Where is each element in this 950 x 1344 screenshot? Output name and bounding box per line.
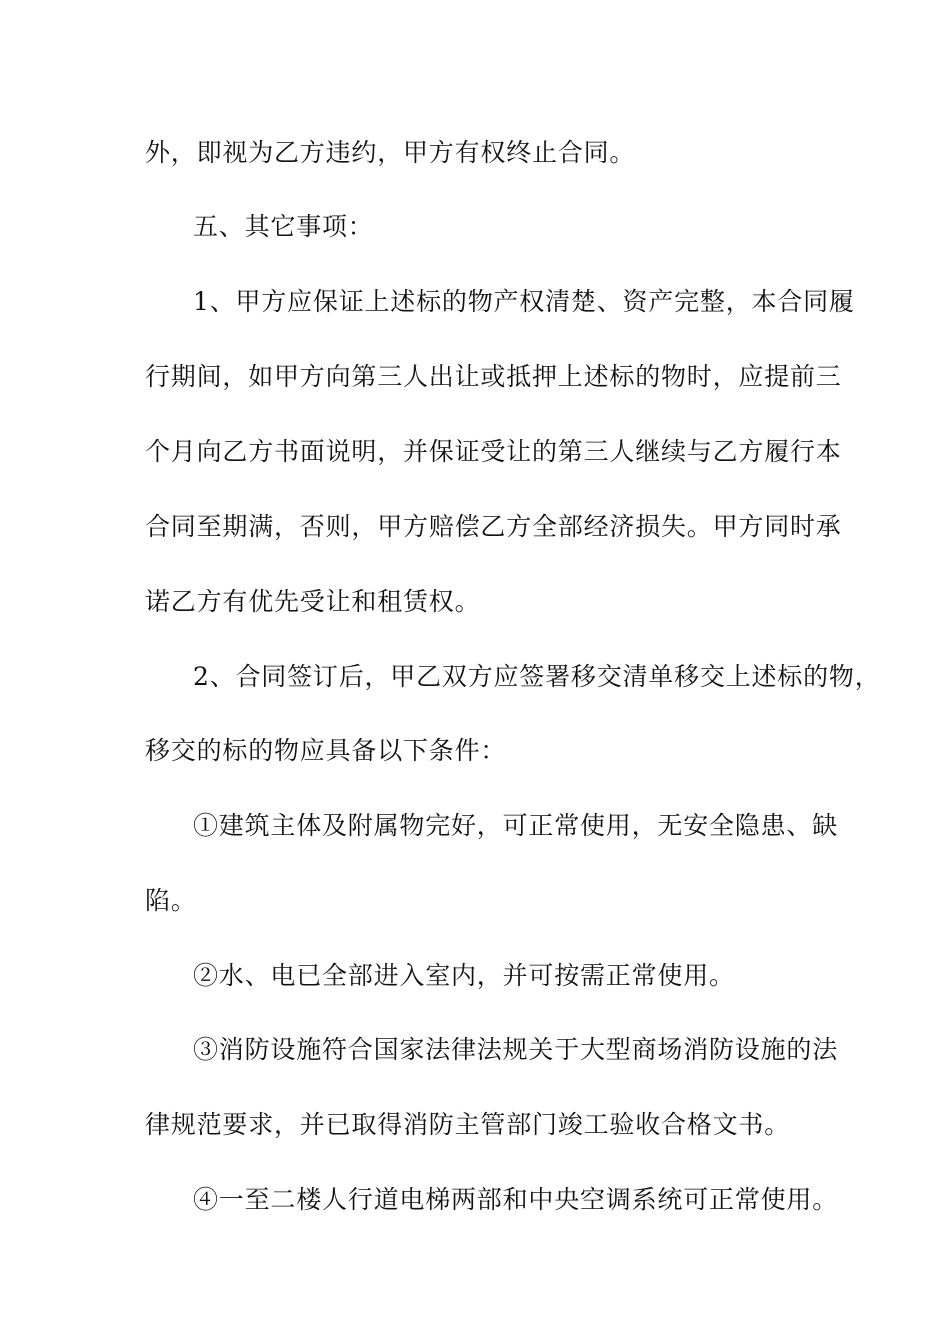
text-line: ③消防设施符合国家法律法规关于大型商场消防设施的法 [193, 1035, 839, 1064]
text-line: 1、甲方应保证上述标的物产权清楚、资产完整，本合同履 [193, 287, 855, 316]
text-line: ②水、电已全部进入室内，并可按需正常使用。 [193, 961, 735, 990]
text-line: 行期间，如甲方向第三人出让或抵押上述标的物时，应提前三 [145, 362, 842, 391]
text-line: 律规范要求，并已取得消防主管部门竣工验收合格文书。 [145, 1110, 791, 1139]
text-line: ④一至二楼人行道电梯两部和中央空调系统可正常使用。 [193, 1185, 839, 1214]
text-line: 个月向乙方书面说明，并保证受让的第三人继续与乙方履行本 [145, 437, 842, 466]
text-line: 陷。 [145, 886, 197, 915]
text-line: 诺乙方有优先受让和租赁权。 [145, 587, 481, 616]
text-line: 移交的标的物应具备以下条件： [145, 736, 507, 765]
text-line: 合同至期满，否则，甲方赔偿乙方全部经济损失。甲方同时承 [145, 512, 842, 541]
text-line: 2、合同签订后，甲乙双方应签署移交清单移交上述标的物， [193, 662, 881, 691]
text-line: ①建筑主体及附属物完好，可正常使用，无安全隐患、缺 [193, 811, 839, 840]
text-line: 外，即视为乙方违约，甲方有权终止合同。 [145, 138, 636, 167]
section-heading: 五、其它事项： [193, 212, 374, 241]
